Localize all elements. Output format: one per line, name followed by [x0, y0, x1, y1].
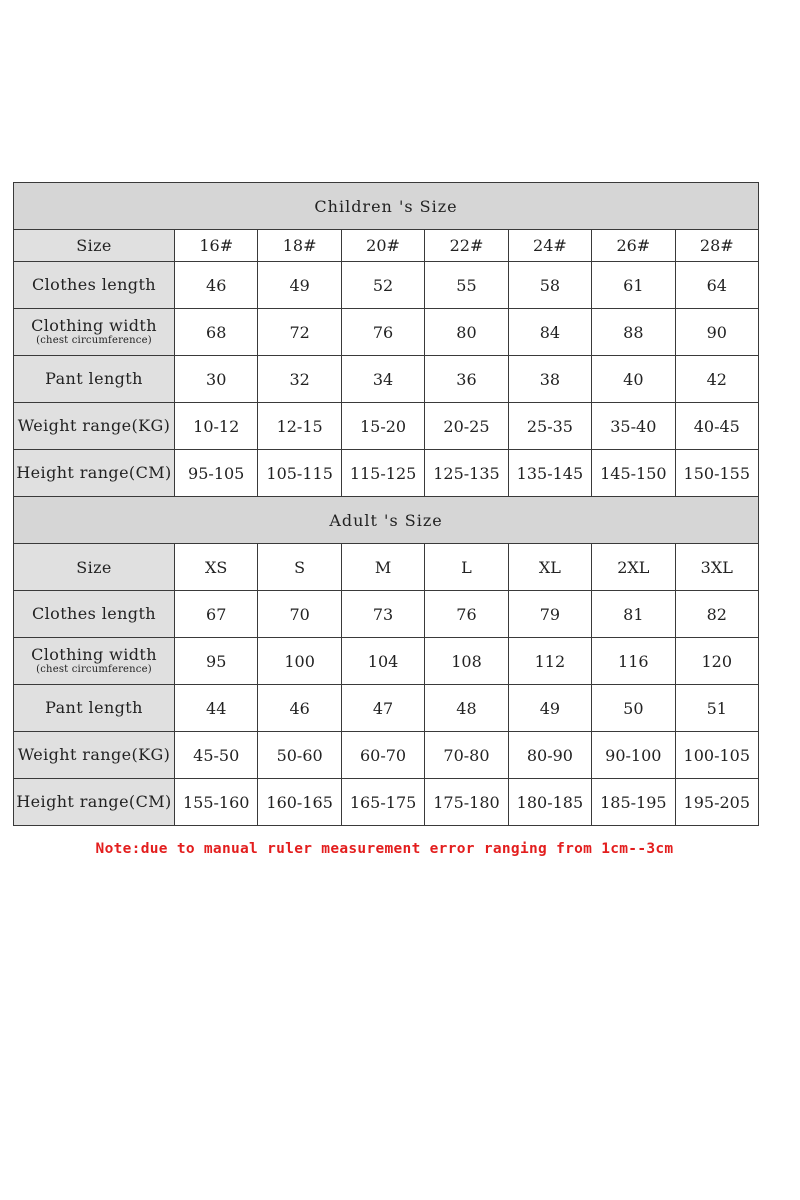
table-cell: 50: [592, 685, 675, 732]
row-label-text: Clothing width: [31, 645, 157, 664]
adult-table-title: Adult 's Size: [14, 497, 759, 544]
row-label-text: Pant length: [45, 369, 143, 388]
table-cell: 38: [508, 356, 591, 403]
table-cell: 60-70: [341, 732, 424, 779]
table-cell: 15-20: [341, 403, 424, 450]
table-cell: 100-105: [675, 732, 759, 779]
table-cell: 58: [508, 262, 591, 309]
table-cell: 51: [675, 685, 759, 732]
table-cell: 195-205: [675, 779, 759, 826]
table-cell: 36: [425, 356, 508, 403]
table-cell: 46: [258, 685, 341, 732]
row-sub-label: (chest circumference): [36, 335, 152, 346]
adult-size-header: XS: [175, 544, 258, 591]
table-cell: 49: [508, 685, 591, 732]
row-label: [14, 779, 175, 826]
row-label: [14, 685, 175, 732]
table-cell: 108: [425, 638, 508, 685]
row-label-text: Clothes length: [32, 604, 156, 623]
children-table-title: Children 's Size: [14, 183, 759, 230]
table-cell: 95: [175, 638, 258, 685]
table-cell: 160-165: [258, 779, 341, 826]
row-label-text: Height range(CM): [16, 792, 172, 811]
row-label-text: Clothes length: [32, 275, 156, 294]
table-cell: 40-45: [675, 403, 759, 450]
table-cell: 82: [675, 591, 759, 638]
adult-size-header: S: [258, 544, 341, 591]
children-size-header: 26#: [592, 230, 675, 262]
adult-pant-length-row: [14, 685, 759, 732]
table-cell: 34: [341, 356, 424, 403]
table-cell: 79: [508, 591, 591, 638]
table-cell: 73: [341, 591, 424, 638]
row-label: [14, 638, 175, 685]
table-cell: 180-185: [508, 779, 591, 826]
table-cell: 61: [592, 262, 675, 309]
table-cell: 90-100: [592, 732, 675, 779]
table-cell: 70: [258, 591, 341, 638]
row-label-text: Clothing width: [31, 316, 157, 335]
row-sub-label: (chest circumference): [36, 664, 152, 675]
row-label: [14, 356, 175, 403]
adult-size-header: XL: [508, 544, 591, 591]
table-cell: 80-90: [508, 732, 591, 779]
table-cell: 46: [175, 262, 258, 309]
children-size-header-row: [14, 230, 759, 262]
table-cell: 115-125: [341, 450, 424, 497]
table-cell: 150-155: [675, 450, 759, 497]
table-cell: 80: [425, 309, 508, 356]
table-cell: 81: [592, 591, 675, 638]
table-cell: 72: [258, 309, 341, 356]
row-label-text: Pant length: [45, 698, 143, 717]
table-cell: 30: [175, 356, 258, 403]
table-cell: 10-12: [175, 403, 258, 450]
table-cell: 35-40: [592, 403, 675, 450]
table-cell: 44: [175, 685, 258, 732]
adult-clothes-length-row: [14, 591, 759, 638]
row-label-text: Weight range(KG): [17, 416, 171, 435]
table-cell: 64: [675, 262, 759, 309]
row-label: [14, 262, 175, 309]
table-cell: 67: [175, 591, 258, 638]
table-cell: 50-60: [258, 732, 341, 779]
size-chart: [13, 182, 756, 870]
table-cell: 145-150: [592, 450, 675, 497]
row-label-text: Height range(CM): [16, 463, 172, 482]
table-cell: 52: [341, 262, 424, 309]
children-pant-length-row: [14, 356, 759, 403]
table-cell: 20-25: [425, 403, 508, 450]
children-clothes-length-row: [14, 262, 759, 309]
table-cell: 105-115: [258, 450, 341, 497]
table-cell: 185-195: [592, 779, 675, 826]
adult-size-header: M: [341, 544, 424, 591]
children-clothing-width-row: [14, 309, 759, 356]
table-cell: 70-80: [425, 732, 508, 779]
table-cell: 12-15: [258, 403, 341, 450]
table-cell: 40: [592, 356, 675, 403]
table-cell: 25-35: [508, 403, 591, 450]
table-cell: 84: [508, 309, 591, 356]
table-cell: 125-135: [425, 450, 508, 497]
table-cell: 100: [258, 638, 341, 685]
row-label: [14, 450, 175, 497]
adult-size-header-row: [14, 544, 759, 591]
table-cell: 175-180: [425, 779, 508, 826]
table-cell: 32: [258, 356, 341, 403]
table-cell: 47: [341, 685, 424, 732]
row-label-text: Weight range(KG): [17, 745, 171, 764]
table-cell: 55: [425, 262, 508, 309]
row-label: [14, 403, 175, 450]
table-cell: 116: [592, 638, 675, 685]
table-cell: 155-160: [175, 779, 258, 826]
adult-size-header: 2XL: [592, 544, 675, 591]
children-size-header: 22#: [425, 230, 508, 262]
table-cell: 104: [341, 638, 424, 685]
row-label: [14, 309, 175, 356]
children-weight-range-row: [14, 403, 759, 450]
table-cell: 88: [592, 309, 675, 356]
table-cell: 120: [675, 638, 759, 685]
table-cell: 48: [425, 685, 508, 732]
row-label: [14, 732, 175, 779]
table-cell: 68: [175, 309, 258, 356]
adult-size-header: 3XL: [675, 544, 759, 591]
children-size-header: 20#: [341, 230, 424, 262]
adult-clothing-width-row: [14, 638, 759, 685]
table-cell: 76: [341, 309, 424, 356]
adult-height-range-row: [14, 779, 759, 826]
measurement-note: Note:due to manual ruler measurement error ranging from 1cm--3cm: [95, 841, 674, 857]
children-size-header: 16#: [175, 230, 258, 262]
table-cell: 135-145: [508, 450, 591, 497]
table-cell: 49: [258, 262, 341, 309]
table-cell: 90: [675, 309, 759, 356]
children-size-header: 28#: [675, 230, 759, 262]
children-size-header: 18#: [258, 230, 341, 262]
children-size-table: [13, 182, 759, 826]
adult-size-header: L: [425, 544, 508, 591]
children-size-label: Size: [14, 230, 175, 262]
table-cell: 112: [508, 638, 591, 685]
table-cell: 76: [425, 591, 508, 638]
children-height-range-row: [14, 450, 759, 497]
table-cell: 165-175: [341, 779, 424, 826]
adult-size-label: Size: [14, 544, 175, 591]
row-label: [14, 591, 175, 638]
table-cell: 45-50: [175, 732, 258, 779]
table-cell: 42: [675, 356, 759, 403]
children-size-header: 24#: [508, 230, 591, 262]
adult-weight-range-row: [14, 732, 759, 779]
table-cell: 95-105: [175, 450, 258, 497]
